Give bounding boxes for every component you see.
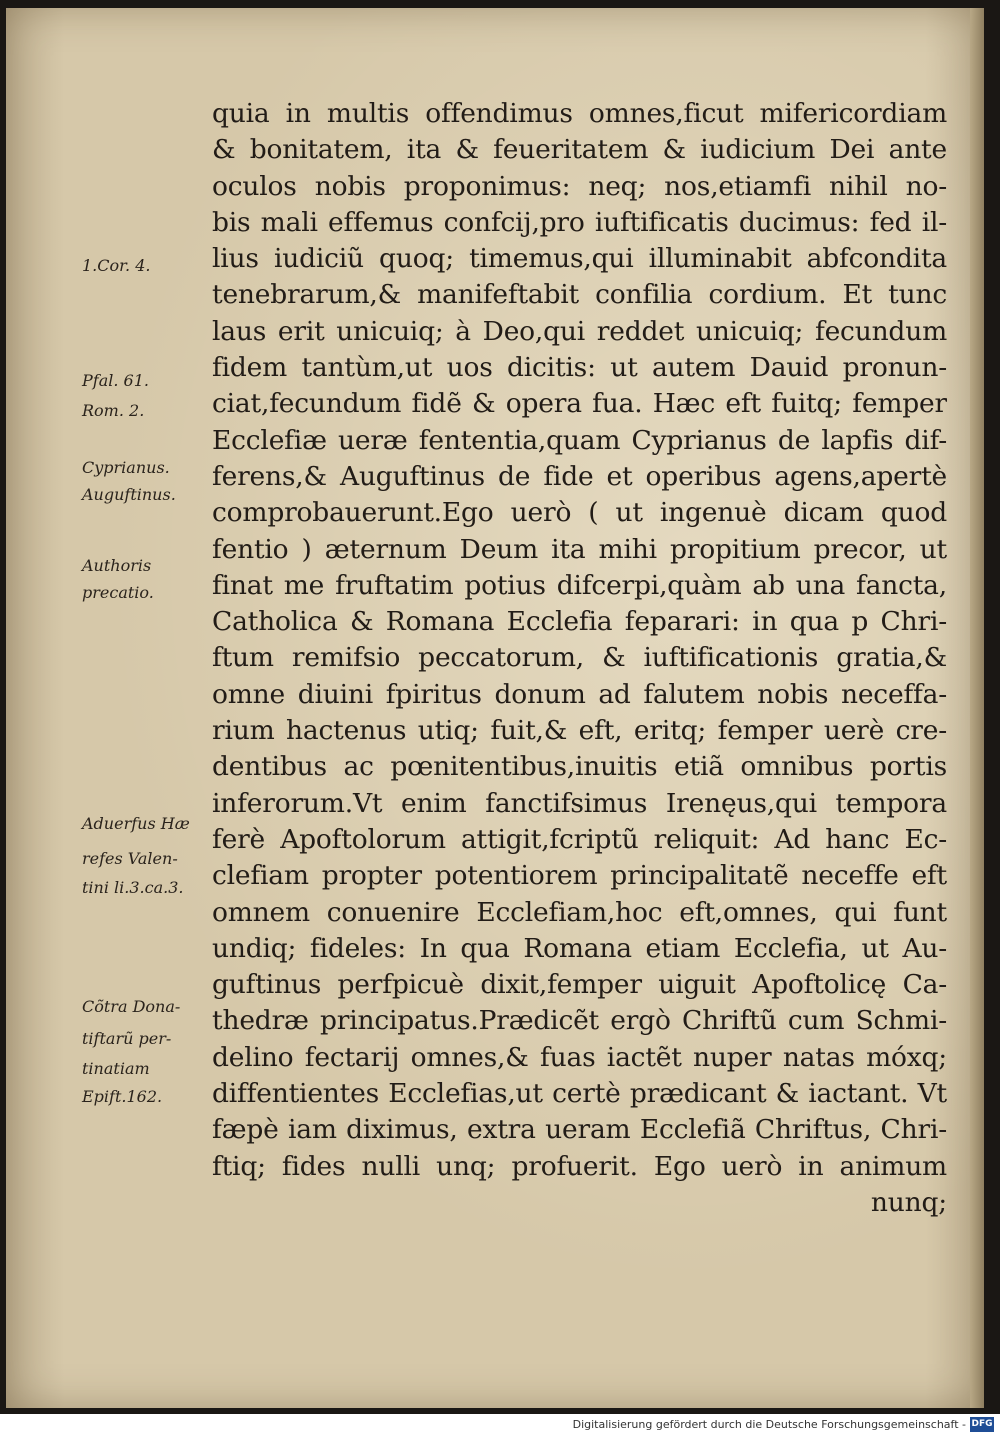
margin-note-epist: Epift.162. — [82, 1087, 163, 1106]
margin-note-precatio: precatio. — [82, 583, 154, 602]
margin-note-cyprianus: Cyprianus. — [82, 458, 170, 477]
margin-note-tini: tini li.3.ca.3. — [82, 878, 184, 897]
text-line: guftinus perfpicuè dixit,femper uiguit Apoftolicę Ca- — [212, 969, 947, 1001]
text-line: fentio ) æternum Deum ita mihi propitium precor, ut — [212, 533, 947, 565]
margin-note-authoris: Authoris — [82, 556, 152, 575]
margin-note-refes: refes Valen- — [82, 849, 178, 868]
text-line: lius iudiciũ quoq; timemus,qui illuminabit abfcondita — [212, 243, 947, 275]
text-line: bis mali effemus confcij,pro iuftificatis ducimus: fed il- — [212, 206, 947, 238]
text-line: finat me fruftatim potius difcerpi,quàm ab una fancta, — [212, 569, 947, 601]
text-line: comprobauerunt.Ego uerò ( ut ingenuè dicam quod — [212, 497, 947, 529]
text-line: ferè Apoftolorum attigit,fcriptũ reliquit: Ad hanc Ec- — [212, 823, 947, 855]
catchword: nunq; — [870, 1186, 947, 1218]
main-text-block — [212, 96, 947, 1221]
text-line: thedræ principatus.Prædicẽt ergò Chriftũ cum Schmi- — [212, 1005, 947, 1037]
margin-note-tistarum: tiftarũ per- — [82, 1029, 172, 1048]
text-line: quia in multis offendimus omnes,ficut mifericordiam — [212, 98, 947, 129]
dfg-logo-icon: DFG — [970, 1417, 994, 1432]
text-line: ftum remifsio peccatorum, & iuftificationis gratia,& — [212, 642, 947, 674]
text-line: clefiam propter potentiorem principalitatẽ neceffe eft — [212, 860, 947, 892]
text-line: undiq; fideles: In qua Romana etiam Ecclefia, ut Au- — [212, 932, 947, 964]
text-line: tenebrarum,& manifeftabit confilia cordium. Et tunc — [212, 279, 947, 311]
margin-note-augustinus: Auguftinus. — [82, 485, 176, 504]
text-line: ciat,fecundum fidẽ & opera fua. Hæc eft fuitq; femper — [212, 388, 947, 420]
margin-note-cor: 1.Cor. 4. — [82, 256, 151, 275]
footer-bar — [0, 1414, 1000, 1437]
text-line: & bonitatem, ita & feueritatem & iudicium Dei ante — [212, 134, 947, 166]
margin-note-psal: Pfal. 61. — [82, 371, 149, 390]
margin-note-contra: Cõtra Dona- — [82, 997, 181, 1016]
text-line: delino fectarij omnes,& fuas iactẽt nuper natas móxq; — [212, 1041, 947, 1073]
text-line: diffentientes Ecclefias,ut certè prædicant & iactant. Vt — [212, 1078, 947, 1110]
margin-note-rom: Rom. 2. — [82, 401, 145, 420]
text-line: oculos nobis proponimus: neq; nos,etiamfi nihil no- — [212, 170, 947, 202]
text-line: rium hactenus utiq; fuit,& eft, eritq; femper uerè cre- — [212, 715, 947, 747]
page-edge — [970, 8, 984, 1408]
text-line: ftiq; fides nulli unq; profuerit. Ego uerò in animum — [212, 1150, 947, 1182]
text-line: fidem tantùm,ut uos dicitis: ut autem Dauid pronun- — [212, 352, 947, 384]
text-line: Catholica & Romana Ecclefia feparari: in qua p Chri- — [212, 606, 947, 638]
funding-credit: Digitalisierung gefördert durch die Deutsche Forschungsgemeinschaft - — [572, 1418, 966, 1431]
text-line: fæpè iam diximus, extra ueram Ecclefiã Chriftus, Chri- — [212, 1114, 947, 1146]
text-line: inferorum.Vt enim fanctifsimus Irenęus,qui tempora — [212, 787, 947, 819]
text-line: dentibus ac pœnitentibus,inuitis etiã omnibus portis — [212, 751, 947, 783]
text-line: omnem conuenire Ecclefiam,hoc eft,omnes, qui funt — [212, 896, 947, 928]
text-line: Ecclefiæ ueræ fententia,quam Cyprianus de lapfis dif- — [212, 424, 947, 456]
text-line: omne diuini fpiritus donum ad falutem nobis neceffa- — [212, 678, 947, 710]
text-line: laus erit unicuiq; à Deo,qui reddet unicuiq; fecundum — [212, 315, 947, 347]
margin-note-tinatiam: tinatiam — [82, 1059, 150, 1078]
margin-note-aduersus: Aduerfus Hæ — [82, 814, 190, 833]
text-line: ferens,& Auguftinus de fide et operibus agens,apertè — [212, 460, 947, 492]
